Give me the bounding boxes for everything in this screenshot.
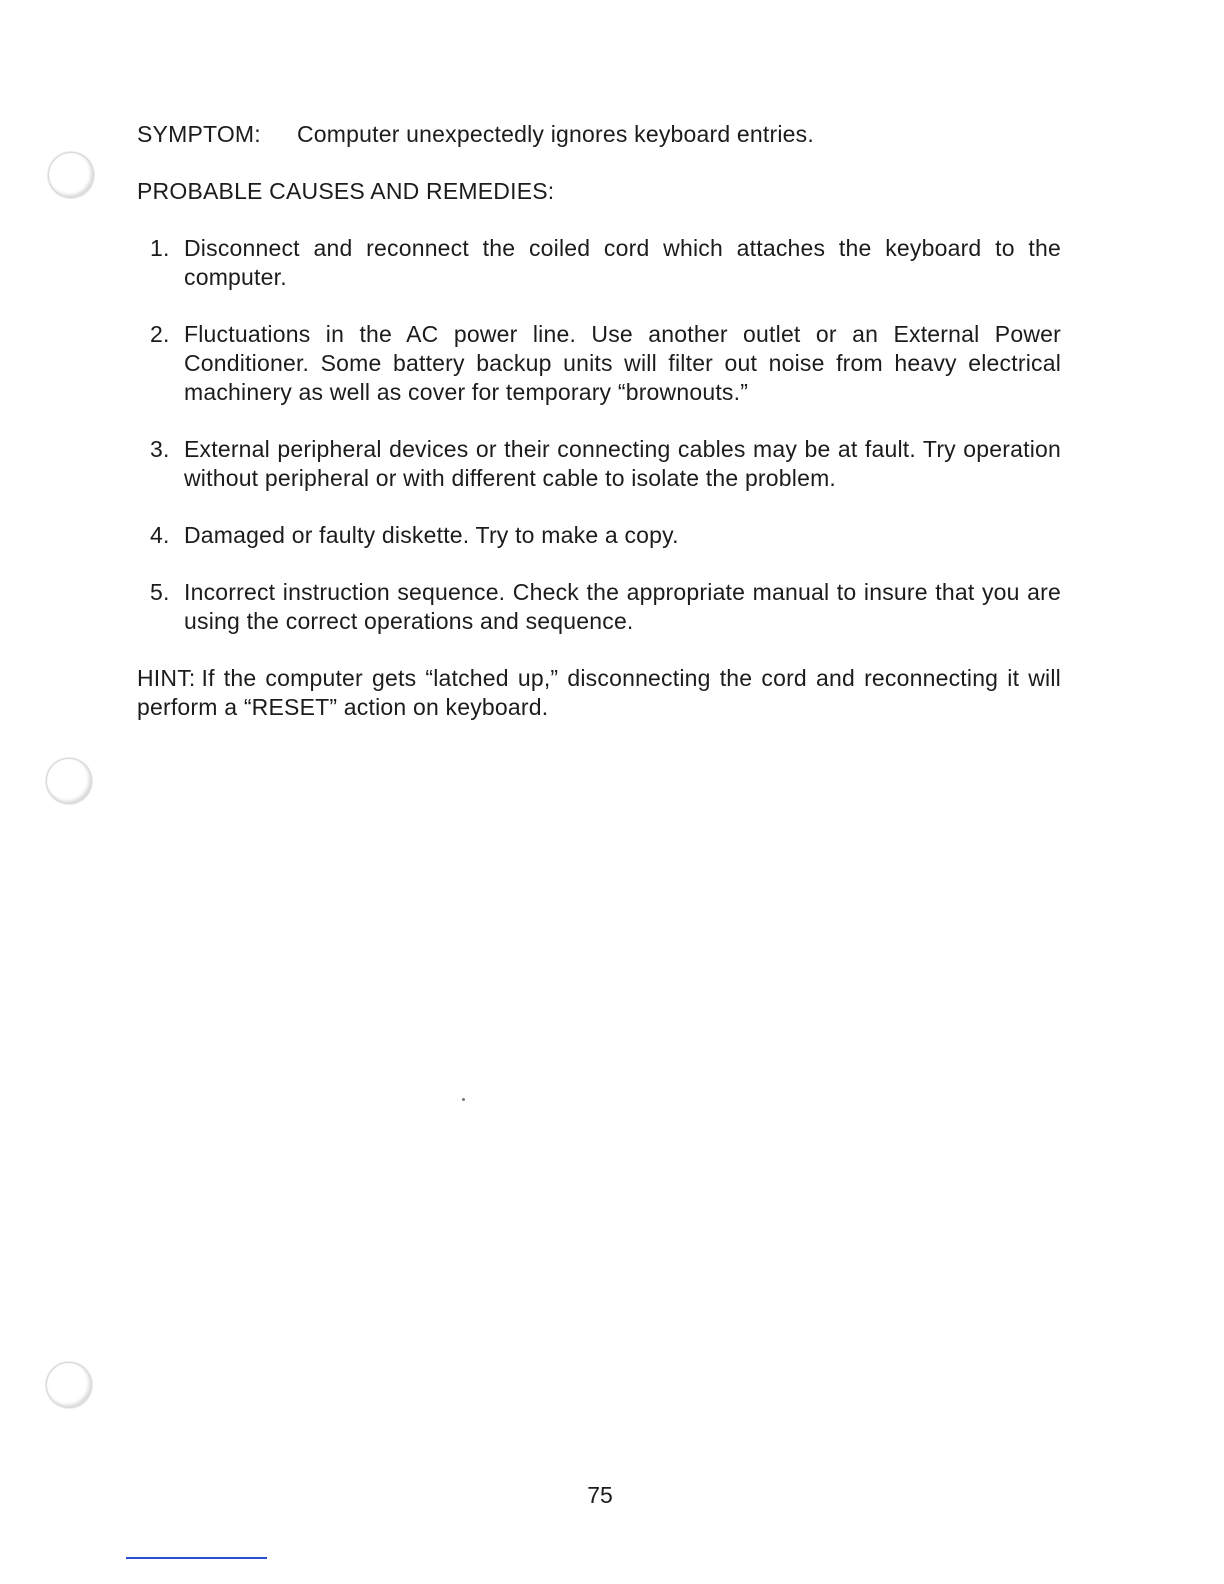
binder-hole-bottom	[46, 1362, 92, 1408]
remedy-text: Damaged or faulty diskette. Try to make a copy.	[184, 522, 679, 548]
hint-paragraph	[137, 664, 1061, 722]
hint-text: If the computer gets “latched up,” disconnecting the cord and reconnecting it will perform a “RESET” action on keyboard.	[137, 665, 1061, 720]
remedy-item	[137, 234, 1061, 292]
scan-speck	[462, 1098, 465, 1101]
remedy-item	[137, 435, 1061, 493]
remedy-number: 5.	[150, 579, 170, 605]
symptom-label: SYMPTOM:	[137, 121, 261, 147]
page-content	[137, 120, 1061, 722]
binder-hole-middle	[46, 758, 92, 804]
remedy-item	[137, 578, 1061, 636]
binder-hole-top	[48, 152, 94, 198]
hint-label: HINT:	[137, 665, 196, 691]
symptom-line	[137, 120, 1061, 149]
page-number: 75	[587, 1482, 613, 1508]
remedy-text: Disconnect and reconnect the coiled cord which attaches the keyboard to the computer.	[184, 235, 1061, 290]
remedy-text: Fluctuations in the AC power line. Use another outlet or an External Power Conditioner. Some battery backup units will filter out noise from heavy electrical machinery as well as cover for temporary “brownouts.”	[184, 321, 1061, 405]
remedy-number: 1.	[150, 235, 170, 261]
remedy-item	[137, 521, 1061, 550]
remedies-list	[137, 234, 1061, 636]
remedy-text: External peripheral devices or their connecting cables may be at fault. Try operation without peripheral or with different cable to isolate the problem.	[184, 436, 1061, 491]
remedy-number: 4.	[150, 522, 170, 548]
remedy-text: Incorrect instruction sequence. Check the appropriate manual to insure that you are using the correct operations and sequence.	[184, 579, 1061, 634]
footer-rule	[126, 1557, 267, 1559]
remedy-number: 2.	[150, 321, 170, 347]
symptom-text: Computer unexpectedly ignores keyboard entries.	[297, 121, 814, 147]
remedy-number: 3.	[150, 436, 170, 462]
remedy-item	[137, 320, 1061, 407]
causes-heading: PROBABLE CAUSES AND REMEDIES:	[137, 178, 555, 204]
